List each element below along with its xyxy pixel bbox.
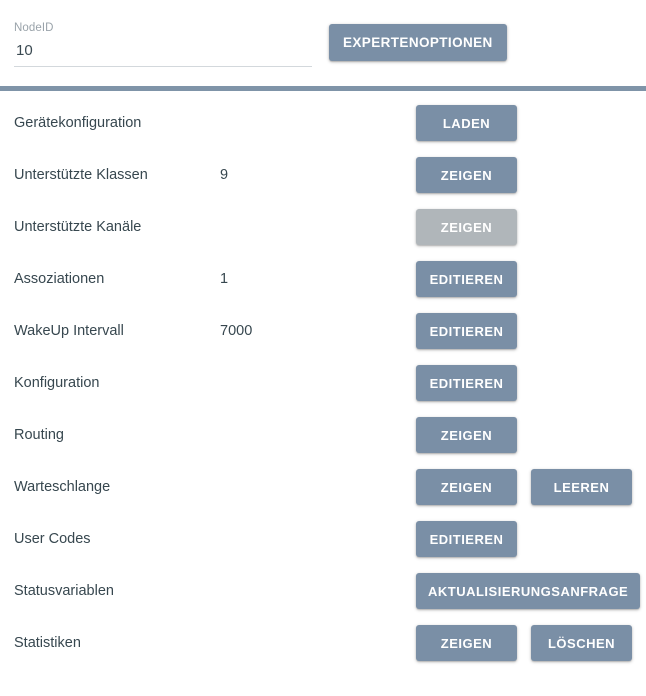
option-row-actions [416,469,632,505]
option-row-actions [416,417,517,453]
option-row [0,201,646,253]
option-row-actions [416,573,640,609]
option-row-label: Gerätekonfiguration [14,115,142,131]
option-row-value: 1 [220,271,229,287]
option-row-actions [416,625,632,661]
option-action-button[interactable]: ZEIGEN [416,469,517,505]
option-row-label: Konfiguration [14,375,100,391]
node-id-input[interactable] [14,35,312,64]
option-row-actions [416,105,517,141]
option-action-button[interactable]: LÖSCHEN [531,625,632,661]
option-action-button[interactable]: AKTUALISIERUNGSANFRAGE [416,573,640,609]
option-action-button[interactable]: LADEN [416,105,517,141]
option-action-button: ZEIGEN [416,209,517,245]
option-row-label: WakeUp Intervall [14,323,124,339]
option-row-actions [416,209,517,245]
option-row-value: 7000 [220,323,253,339]
option-row-label: Unterstützte Klassen [14,167,148,183]
option-row-label: Warteschlange [14,479,111,495]
node-id-underline [14,66,312,67]
option-row-label: User Codes [14,531,91,547]
option-row-actions [416,521,517,557]
device-options-list [0,91,646,669]
header-bar [0,0,646,86]
option-row-actions [416,261,517,297]
option-row [0,461,646,513]
node-id-label: NodeID [14,22,54,34]
option-row [0,357,646,409]
option-action-button[interactable]: EDITIEREN [416,313,517,349]
expert-options-button[interactable]: EXPERTENOPTIONEN [329,24,507,61]
option-row [0,305,646,357]
option-row-actions [416,157,517,193]
option-row-label: Assoziationen [14,271,105,287]
option-action-button[interactable]: ZEIGEN [416,625,517,661]
option-row [0,253,646,305]
option-row-actions [416,313,517,349]
option-row [0,409,646,461]
option-row-label: Statistiken [14,635,81,651]
option-action-button[interactable]: ZEIGEN [416,157,517,193]
option-row-label: Routing [14,427,64,443]
option-action-button[interactable]: ZEIGEN [416,417,517,453]
option-action-button[interactable]: LEEREN [531,469,632,505]
option-action-button[interactable]: EDITIEREN [416,261,517,297]
option-row-label: Unterstützte Kanäle [14,219,142,235]
option-row-actions [416,365,517,401]
option-row [0,149,646,201]
option-row [0,513,646,565]
node-id-field[interactable] [14,21,312,67]
option-action-button[interactable]: EDITIEREN [416,365,517,401]
option-row [0,97,646,149]
option-action-button[interactable]: EDITIEREN [416,521,517,557]
option-row [0,565,646,617]
option-row [0,617,646,669]
option-row-value: 9 [220,167,229,183]
option-row-label: Statusvariablen [14,583,114,599]
